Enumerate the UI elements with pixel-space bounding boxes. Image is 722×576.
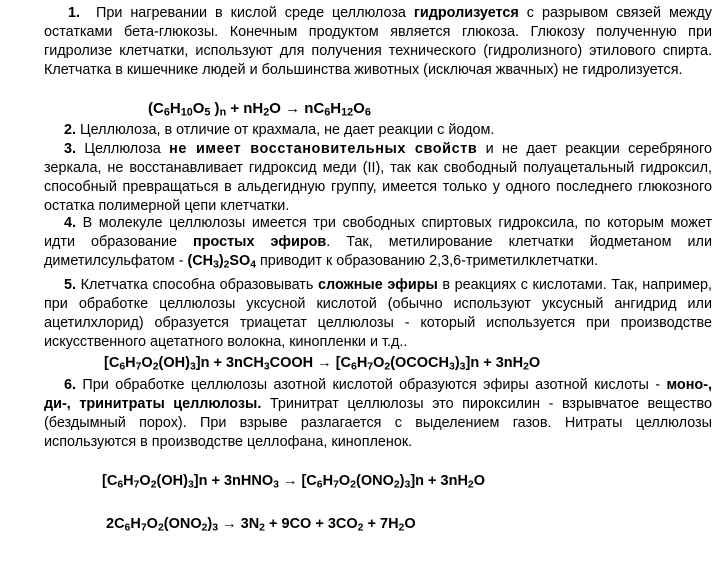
text: Целлюлоза [76,141,170,157]
equation-decomposition: $2C_6H_7O_2(ONO_2)_3 \to 3N_2 + 9CO + 3CO_2 + 7H_2O$ [106,516,416,534]
item-number: 4. [64,215,77,231]
text: Клетчатка способна образовывать [76,277,318,293]
equation-nitration: $[C_6H_7O_2(OH)_3]n$ + 3nHNO$_3$ → $[C_6H_7O_2(ONO_2)_3]n + 3nH_2O$ [102,473,486,491]
term-nitrates: моно-, ди-, тринитраты целлюлозы. [44,377,712,412]
item-number: 3. [64,141,77,157]
text: Целлюлоза, в отличие от крахмала, не дает реакции с йодом. [76,122,495,138]
paragraph-3 [44,140,712,216]
paragraph-6 [44,376,712,452]
text: Тринитрат целлюлозы это пироксилин - взрывчатое вещество (бездымный порох). При взрыве разлагается с выделением газов. Нитраты целлюлозы используются в производстве целлофана, кинопленок. [44,396,712,450]
text: При обработке целлюлозы азотной кислотой образуются эфиры азотной кислоты - [76,377,667,393]
item-number: 2. [64,122,77,138]
text: в реакциях с кислотами. Так, например, при обработке целлюлозы уксусной кислотой (обычно используют уксусный ангидрид или ацетилхлорид) образуется триацетат целлюлозы - который используется при производстве искусственного ацетатного волокна, кинопленки и т.д.. [44,277,712,350]
equation-acetylation: $[C_6H_7O_2(OH)_3]n$ + 3nCH$_3$COOH → $[C_6H_7O_2(OCOCH_3)_3]n + 3nH_2O$ [104,355,541,373]
term-simple-ethers: простых эфиров [193,234,327,250]
text: При нагревании в кислой среде целлюлоза [95,5,414,21]
paragraph-4 [44,214,712,271]
paragraph-5 [44,276,712,352]
text: и не дает реакции серебряного зеркала, не восстанавливает гидроксид меди (II), так как свободный полуацетальный гидроксил, способный превращаться в альдегидную группу, имеется только у одного последнего глюкозного остатка полимерной цепи клетчатки. [44,141,712,214]
text: В молекуле целлюлозы имеется три свободных спиртовых гидроксила, по которым может идти образование [44,215,712,250]
term-no-reducing-properties: не имеет восстановительных свойств [169,141,478,157]
text: . Так, метилирование клетчатки йодметаном или диметилсульфатом - [44,234,712,269]
term-esters: сложные эфиры [317,277,438,293]
equation-hydrolysis: ($C_6H_{10}O_5$ )$_n + nH_2O \to nC_6H_{12}O_6$ [148,100,371,119]
item-number: 6. [64,377,77,393]
text: приводит к образованию 2,3,6-триметилклетчатки. [255,253,599,269]
text: с разрывом связей между остатками бета-глюкозы. Конечным продуктом является глюкоза. Глюкозу полученную при гидролизе клетчатки, используют для получения технического (гидролизного) этилового спирта. Клетчатка в кишечнике людей и большинства животных (исключая жвачных) не гидролизуется. [44,5,712,78]
formula-dimethylsulfate: $(CH_3)_2SO_4$ [187,253,256,271]
paragraph-2 [44,121,712,140]
term-hydrolysis: гидролизуется [413,5,519,21]
paragraph-1 [44,4,712,80]
item-number: 1. [68,5,81,21]
item-number: 5. [64,277,77,293]
